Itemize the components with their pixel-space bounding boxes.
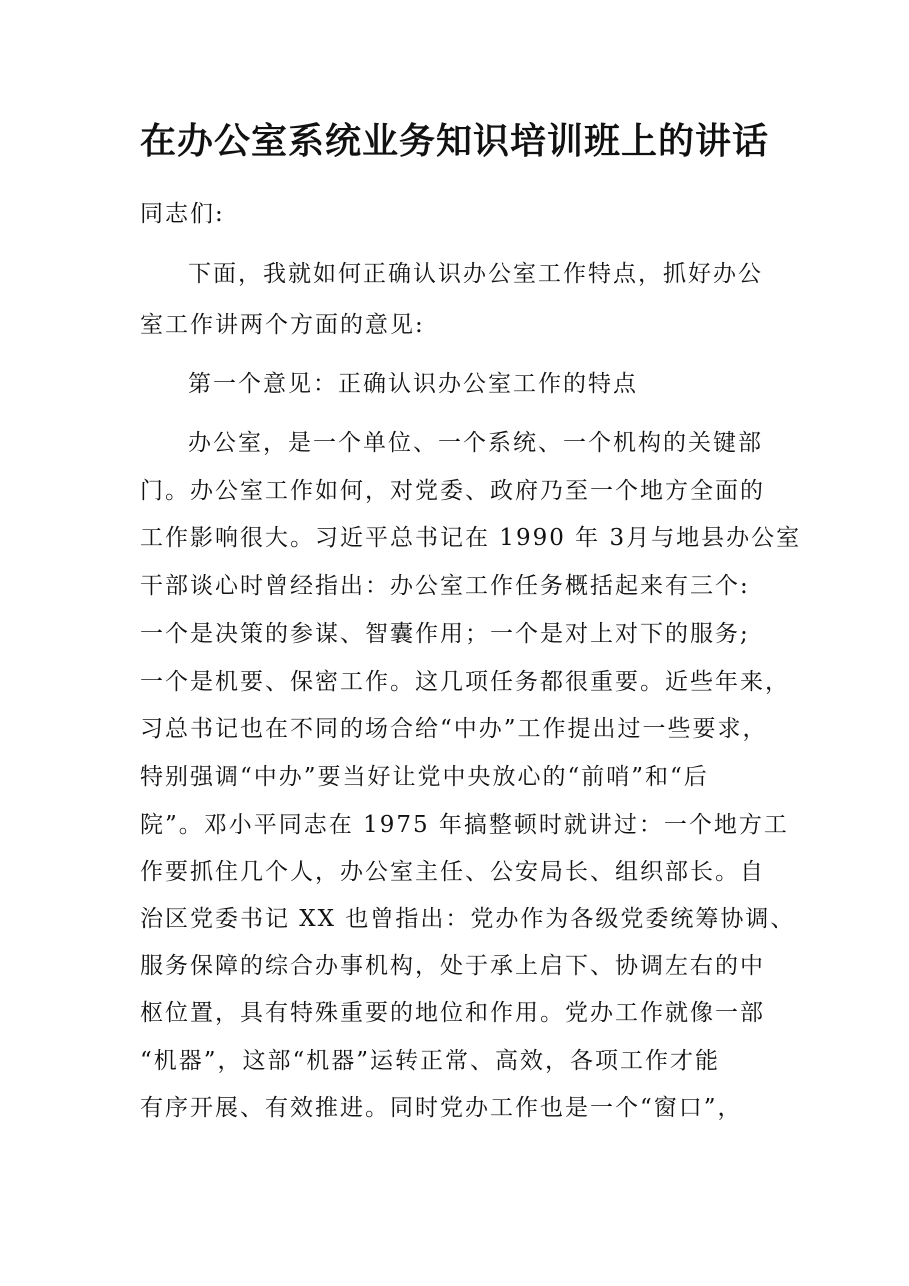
paragraph-line: 治区党委书记 XX 也曾指出：党办作为各级党委统筹协调、	[140, 906, 796, 932]
paragraph-line: 办公室，是一个单位、一个系统、一个机构的关键部	[188, 430, 763, 456]
paragraph-line: 下面，我就如何正确认识办公室工作特点，抓好办公	[188, 261, 763, 287]
paragraph-line: 干部谈心时曾经指出：办公室工作任务概括起来有三个:	[140, 573, 750, 599]
salutation: 同志们:	[140, 201, 225, 227]
paragraph-line: “机器”，这部“机器”运转正常、高效，各项工作才能	[140, 1048, 721, 1074]
document-title: 在办公室系统业务知识培训班上的讲话	[139, 120, 769, 162]
paragraph-line: 习总书记也在不同的场合给“中办”工作提出过一些要求，	[140, 716, 768, 742]
paragraph-line: 院”。邓小平同志在 1975 年搞整顿时就讲过：一个地方工	[140, 812, 789, 838]
paragraph-line: 特别强调“中办”要当好让党中央放心的“前哨”和“后	[140, 764, 709, 790]
paragraph-line: 一个是决策的参谋、智囊作用；一个是对上对下的服务;	[140, 621, 750, 647]
paragraph-line: 工作影响很大。习近平总书记在 1990 年 3月与地县办公室	[140, 525, 802, 551]
paragraph-line: 一个是机要、保密工作。这几项任务都很重要。近些年来，	[140, 669, 790, 695]
section-heading: 第一个意见：正确认识办公室工作的特点	[188, 371, 638, 397]
paragraph-line: 门。办公室工作如何，对党委、政府乃至一个地方全面的	[140, 478, 765, 504]
paragraph-line: 服务保障的综合办事机构，处于承上启下、协调左右的中	[140, 953, 765, 979]
paragraph-line: 作要抓住几个人，办公室主任、公安局长、组织部长。自	[140, 859, 765, 885]
paragraph-line: 有序开展、有效推进。同时党办工作也是一个“窗口”，	[140, 1095, 743, 1121]
paragraph-line: 室工作讲两个方面的意见:	[140, 312, 425, 338]
paragraph-line: 枢位置，具有特殊重要的地位和作用。党办工作就像一部	[140, 1000, 765, 1026]
